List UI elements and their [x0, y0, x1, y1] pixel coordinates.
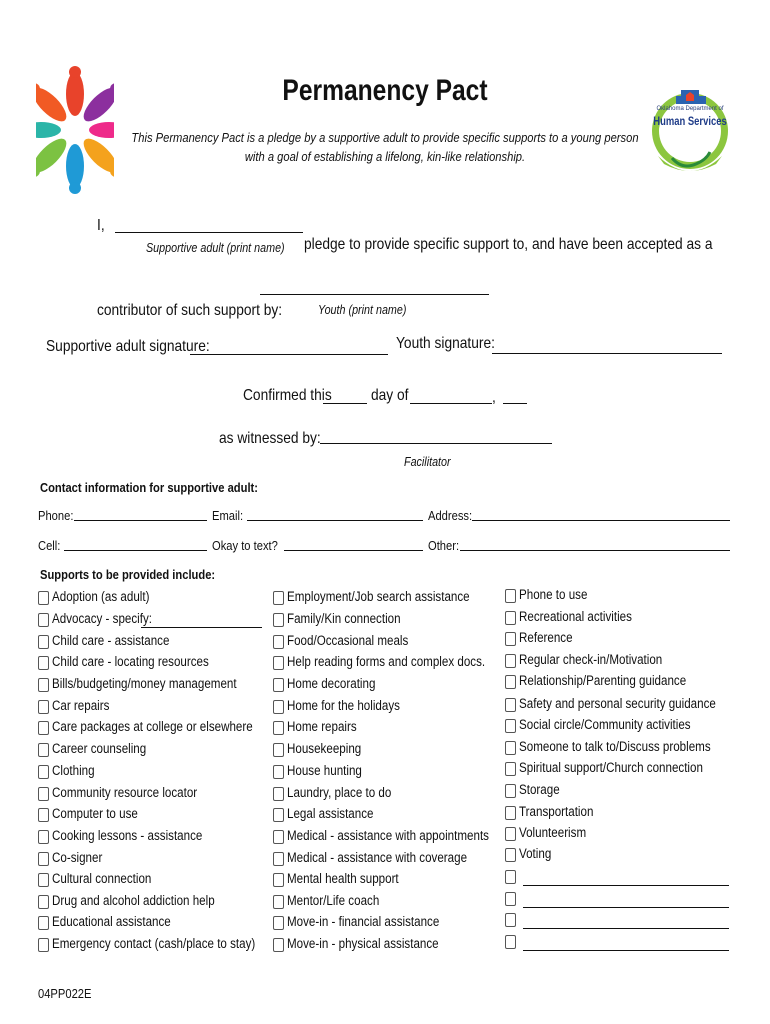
support-checkbox[interactable]: [38, 873, 49, 887]
support-checkbox[interactable]: [38, 743, 49, 757]
support-item: Phone to use: [519, 587, 588, 602]
support-checkbox[interactable]: [273, 678, 284, 692]
support-item: Reference: [519, 630, 573, 645]
support-checkbox[interactable]: [273, 938, 284, 952]
facilitator-caption: Facilitator: [404, 455, 451, 469]
pledge-text: pledge to provide specific support to, and have been accepted as a: [304, 236, 713, 253]
address-field[interactable]: [472, 520, 730, 521]
other-support-field[interactable]: [523, 950, 729, 951]
support-item: Voting: [519, 846, 552, 861]
support-item: Someone to talk to/Discuss problems: [519, 739, 711, 754]
support-checkbox[interactable]: [505, 611, 516, 625]
support-checkbox[interactable]: [505, 806, 516, 820]
support-checkbox[interactable]: [38, 830, 49, 844]
support-item: Co-signer: [52, 850, 103, 865]
support-item: Mentor/Life coach: [287, 893, 380, 908]
support-checkbox[interactable]: [38, 895, 49, 909]
page-title: Permanency Pact: [282, 74, 488, 107]
support-item: Cooking lessons - assistance: [52, 828, 203, 843]
support-item: Storage: [519, 782, 560, 797]
supports-heading: Supports to be provided include:: [40, 567, 216, 582]
support-checkbox[interactable]: [505, 654, 516, 668]
comma: ,: [492, 389, 496, 406]
support-checkbox[interactable]: [273, 613, 284, 627]
supportive-adult-name-field[interactable]: [115, 232, 303, 233]
contributor-text: contributor of such support by:: [97, 302, 283, 319]
support-checkbox[interactable]: [38, 938, 49, 952]
support-item: Social circle/Community activities: [519, 717, 691, 732]
support-checkbox[interactable]: [38, 852, 49, 866]
support-item: Drug and alcohol addiction help: [52, 893, 215, 908]
support-item: Educational assistance: [52, 914, 171, 929]
support-item: Adoption (as adult): [52, 589, 150, 604]
confirmed-this-label: Confirmed this: [243, 387, 332, 404]
witnessed-by-label: as witnessed by:: [219, 430, 321, 447]
support-item: Food/Occasional meals: [287, 633, 409, 648]
support-item: Move-in - physical assistance: [287, 936, 439, 951]
support-checkbox[interactable]: [38, 765, 49, 779]
support-checkbox[interactable]: [273, 721, 284, 735]
support-item: Recreational activities: [519, 609, 632, 624]
other-support-field[interactable]: [523, 907, 729, 908]
support-checkbox[interactable]: [273, 700, 284, 714]
support-checkbox[interactable]: [273, 787, 284, 801]
support-item: Help reading forms and complex docs.: [287, 654, 486, 669]
form-code: 04PP022E: [38, 986, 92, 1001]
support-item: Child care - locating resources: [52, 654, 209, 669]
support-checkbox[interactable]: [38, 808, 49, 822]
support-item: Mental health support: [287, 871, 399, 886]
support-item: Emergency contact (cash/place to stay): [52, 936, 256, 951]
support-checkbox[interactable]: [505, 741, 516, 755]
subtitle-line-1: This Permanency Pact is a pledge by a supportive adult to provide specific supports to a young person: [131, 130, 639, 145]
support-item: Medical - assistance with coverage: [287, 850, 468, 865]
support-checkbox[interactable]: [505, 719, 516, 733]
other-support-field[interactable]: [523, 885, 729, 886]
other-field[interactable]: [460, 550, 730, 551]
support-checkbox[interactable]: [505, 784, 516, 798]
support-item: Clothing: [52, 763, 95, 778]
support-checkbox[interactable]: [273, 895, 284, 909]
support-checkbox[interactable]: [38, 721, 49, 735]
okay-to-text-field[interactable]: [284, 550, 423, 551]
support-item: Computer to use: [52, 806, 138, 821]
support-item: Career counseling: [52, 741, 147, 756]
youth-signature-label: Youth signature:: [396, 335, 495, 352]
support-item: Employment/Job search assistance: [287, 589, 470, 604]
support-item: Home decorating: [287, 676, 376, 691]
i-label: I,: [97, 217, 105, 234]
other-support-checkbox[interactable]: [505, 935, 516, 949]
support-item: Family/Kin connection: [287, 611, 401, 626]
support-item: House hunting: [287, 763, 362, 778]
support-checkbox[interactable]: [273, 852, 284, 866]
support-checkbox[interactable]: [505, 762, 516, 776]
subtitle-line-2: with a goal of establishing a lifelong, kin-like relationship.: [244, 149, 526, 164]
support-item: Car repairs: [52, 698, 110, 713]
support-checkbox[interactable]: [38, 787, 49, 801]
support-checkbox[interactable]: [505, 698, 516, 712]
confirmed-year-field[interactable]: [503, 403, 527, 404]
email-field[interactable]: [247, 520, 423, 521]
support-item: Move-in - financial assistance: [287, 914, 440, 929]
support-checkbox[interactable]: [273, 743, 284, 757]
youth-signature-field[interactable]: [492, 353, 722, 354]
support-checkbox[interactable]: [273, 656, 284, 670]
support-item: Regular check-in/Motivation: [519, 652, 663, 667]
phone-label: Phone:: [38, 508, 74, 523]
support-checkbox[interactable]: [38, 700, 49, 714]
youth-name-field[interactable]: [260, 294, 489, 295]
facilitator-field[interactable]: [320, 443, 552, 444]
support-checkbox[interactable]: [273, 808, 284, 822]
support-checkbox[interactable]: [38, 635, 49, 649]
okay-to-text-label: Okay to text?: [212, 538, 278, 553]
other-support-checkbox[interactable]: [505, 892, 516, 906]
support-checkbox[interactable]: [38, 678, 49, 692]
phone-field[interactable]: [74, 520, 207, 521]
support-item: Home repairs: [287, 719, 357, 734]
support-checkbox[interactable]: [273, 591, 284, 605]
confirmed-month-field[interactable]: [410, 403, 492, 404]
support-item: Legal assistance: [287, 806, 374, 821]
support-item: Cultural connection: [52, 871, 152, 886]
support-item: Advocacy - specify:: [52, 611, 153, 626]
other-support-field[interactable]: [523, 928, 729, 929]
support-checkbox[interactable]: [273, 873, 284, 887]
support-item: Care packages at college or elsewhere: [52, 719, 253, 734]
email-label: Email:: [212, 508, 244, 523]
support-item: Relationship/Parenting guidance: [519, 673, 687, 688]
support-item: Community resource locator: [52, 785, 198, 800]
advocacy-checkbox[interactable]: [38, 613, 49, 627]
confirmed-day-field[interactable]: [323, 403, 367, 404]
support-item: Volunteerism: [519, 825, 587, 840]
other-label: Other:: [428, 538, 460, 553]
support-item: Spiritual support/Church connection: [519, 760, 703, 775]
support-checkbox[interactable]: [505, 848, 516, 862]
youth-caption: Youth (print name): [318, 303, 407, 317]
support-checkbox[interactable]: [505, 827, 516, 841]
cell-label: Cell:: [38, 538, 61, 553]
supportive-adult-caption: Supportive adult (print name): [146, 241, 285, 255]
support-checkbox[interactable]: [505, 589, 516, 603]
cell-field[interactable]: [64, 550, 207, 551]
support-item: Safety and personal security guidance: [519, 696, 716, 711]
support-checkbox[interactable]: [273, 916, 284, 930]
support-item: Transportation: [519, 804, 594, 819]
address-label: Address:: [428, 508, 473, 523]
dhs-logo-top-text: Oklahoma Department of: [656, 106, 724, 112]
support-item: Bills/budgeting/money management: [52, 676, 237, 691]
other-support-checkbox[interactable]: [505, 913, 516, 927]
support-item: Child care - assistance: [52, 633, 170, 648]
support-checkbox[interactable]: [505, 632, 516, 646]
advocacy-specify-field[interactable]: [141, 627, 262, 628]
other-support-checkbox[interactable]: [505, 870, 516, 884]
support-checkbox[interactable]: [273, 765, 284, 779]
support-checkbox[interactable]: [38, 656, 49, 670]
adoption-checkbox[interactable]: [38, 591, 49, 605]
support-item: Housekeeping: [287, 741, 362, 756]
support-item: Laundry, place to do: [287, 785, 392, 800]
supportive-adult-signature-field[interactable]: [190, 354, 388, 355]
support-checkbox[interactable]: [38, 916, 49, 930]
support-item: Medical - assistance with appointments: [287, 828, 489, 843]
contact-heading: Contact information for supportive adult:: [40, 480, 259, 495]
dhs-logo-main-text: Human Services: [653, 116, 727, 128]
support-checkbox[interactable]: [505, 675, 516, 689]
support-checkbox[interactable]: [273, 635, 284, 649]
day-of-label: day of: [371, 387, 409, 404]
supportive-adult-signature-label: Supportive adult signature:: [46, 338, 210, 355]
support-item: Home for the holidays: [287, 698, 400, 713]
support-checkbox[interactable]: [273, 830, 284, 844]
